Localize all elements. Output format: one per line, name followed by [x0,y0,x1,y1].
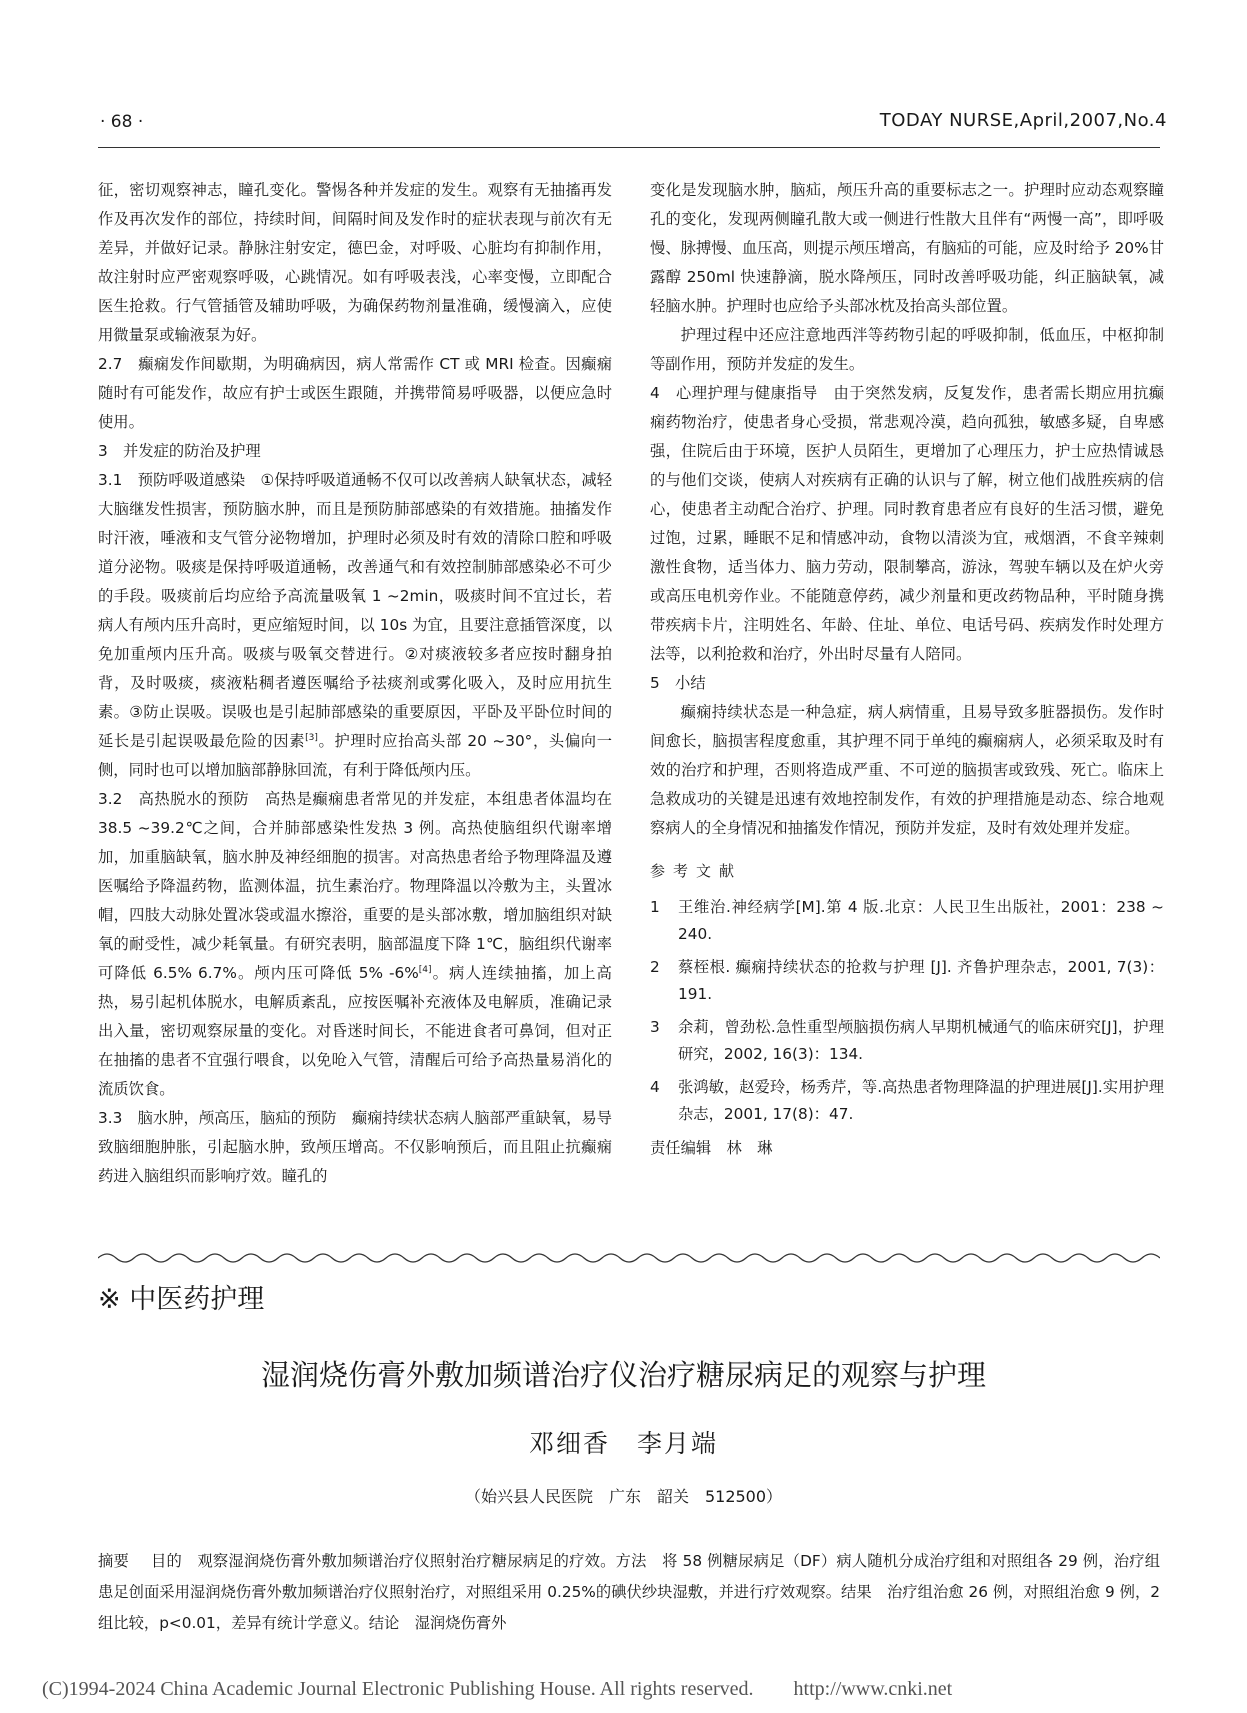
paragraph-4: 4 心理护理与健康指导 由于突然发病，反复发作，患者需长期应用抗癫痫药物治疗，使患者身心受损，常悲观冷漠，趋向孤独，敏感多疑，自卑感强，住院后由于环境，医护人员陌生，更增加了心理压力，护士应热情诚恳的与他们交谈，使病人对疾病有正确的认识与了解，树立他们战胜疾病的信心，使患者主动配合治疗、护理。同时教育患者应有良好的生活习惯，避免过饱，过累，睡眠不足和情感冲动，食物以清淡为宜，戒烟酒，不食辛辣刺激性食物，适当体力、脑力劳动，限制攀高，游泳，驾驶车辆以及在炉火旁或高压电机旁作业。不能随意停药，减少剂量和更改药物品种，平时随身携带疾病卡片，注明姓名、年龄、住址、单位、电话号码、疾病发作时处理方法等，以利抢救和治疗，外出时尽量有人陪同。 [650,384,1164,663]
reference-item [650,894,1164,948]
page-number: · 68 · [100,112,144,132]
reference-text: 王维治.神经病学[M].第 4 版.北京：人民卫生出版社，2001：238 ~ 240. [678,898,1164,943]
article-affiliation: （始兴县人民医院 广东 韶关 512500） [464,1487,783,1506]
paragraph: 征，密切观察神志，瞳孔变化。警惕各种并发症的发生。观察有无抽搐再发作及再次发作的部位，持续时间，间隔时间及发作时的症状表现与前次有无差异，并做好记录。静脉注射安定，德巴金，对呼吸、心脏均有抑制作用，故注射时应严密观察呼吸，心跳情况。如有呼吸表浅，心率变慢，立即配合医生抢救。行气管插管及辅助呼吸，为确保药物剂量准确，缓慢滴入，应使用微量泵或输液泵为好。 [98,181,612,344]
citation: [3] [305,732,318,743]
paragraph-text: 。护理时应抬高头部 20 ~30°，头偏向一侧，同时也可以增加脑部静脉回流，有利于降低颅内压。 [98,732,612,779]
reference-text: 张鸿敏，赵爱玲，杨秀芹，等.高热患者物理降温的护理进展[J].实用护理杂志，2001, 17(8)：47. [678,1078,1164,1123]
abstract [98,1546,1160,1639]
section-heading-5: 5 小结 [650,674,706,692]
article-authors: 邓细香 李月端 [528,1429,718,1458]
citation: [4] [418,964,432,975]
references-title: 参考文献 [650,862,743,880]
reference-list [650,894,1164,1128]
paragraph-2-7: 2.7 癫痫发作间歇期，为明确病因，病人常需作 CT 或 MRI 检查。因癫痫随时有可能发作，故应有护士或医生跟随，并携带简易呼吸器，以便应急时使用。 [98,355,612,431]
paragraph: 变化是发现脑水肿，脑疝，颅压升高的重要标志之一。护理时应动态观察瞳孔的变化，发现两侧瞳孔散大或一侧进行性散大且伴有“两慢一高”，即呼吸慢、脉搏慢、血压高，则提示颅压增高，有脑疝的可能，应及时给予 20%甘露醇 250ml 快速静滴，脱水降颅压，同时改善呼吸功能，纠正脑缺氧，减轻脑水肿。护理时也应给予头部冰枕及抬高头部位置。 [650,181,1164,315]
reference-text: 余莉，曾劲松.急性重型颅脑损伤病人早期机械通气的临床研究[J]，护理研究，2002, 16(3)：134. [678,1018,1164,1063]
wave-divider [98,1250,1160,1266]
reference-text: 蔡桎根. 癫痫持续状态的抢救与护理 [J]. 齐鲁护理杂志，2001, 7(3)：191. [678,958,1164,1003]
right-column [650,176,1164,1163]
reference-item [650,1014,1164,1068]
paragraph: 护理过程中还应注意地西泮等药物引起的呼吸抑制，低血压，中枢抑制等副作用，预防并发症的发生。 [650,326,1164,373]
reference-number: 3 [650,1018,660,1036]
paragraph-3-2 [98,785,612,1104]
paragraph-3-1 [98,466,612,785]
responsible-editor: 责任编辑 林 琳 [650,1139,773,1157]
paragraph-text: 3.2 高热脱水的预防 高热是癫痫患者常见的并发症，本组患者体温均在 38.5 ~39.2℃之间，合并肺部感染性发热 3 例。高热使脑组织代谢率增加，加重脑缺氧，脑水肿及神经细胞的损害。对高热患者给予物理降温及遵医嘱给予降温药物，监测体温，抗生素治疗。物理降温以冷敷为主，头置冰帽，四肢大动脉处置冰袋或温水擦浴，重要的是头部冰敷，增加脑组织对缺氧的耐受性，减少耗氧量。有研究表明，脑部温度下降 1℃，脑组织代谢率可降低 6.5% 6.7%。颅内压可降低 5% -6% [98,790,612,982]
header-rule [98,147,1160,148]
abstract-label: 摘要 [98,1552,129,1570]
reference-item [650,954,1164,1008]
journal-header: TODAY NURSE,April,2007,No.4 [879,110,1167,131]
reference-number: 1 [650,898,660,916]
reference-number: 4 [650,1078,660,1096]
paragraph-summary: 癫痫持续状态是一种急症，病人病情重，且易导致多脏器损伤。发作时间愈长，脑损害程度愈重，其护理不同于单纯的癫痫病人，必须采取及时有效的治疗和护理，否则将造成严重、不可逆的脑损害或致残、死亡。临床上急救成功的关键是迅速有效地控制发作，有效的护理措施是动态、综合地观察病人的全身情况和抽搐发作情况，预防并发症，及时有效处理并发症。 [650,703,1164,837]
reference-number: 2 [650,958,660,976]
paragraph-3-3: 3.3 脑水肿，颅高压，脑疝的预防 癫痫持续状态病人脑部严重缺氧，易导致脑细胞肿胀，引起脑水肿，致颅压增高。不仅影响预后，而且阻止抗癫痫药进入脑组织而影响疗效。瞳孔的 [98,1109,612,1185]
copyright-footer: (C)1994-2024 China Academic Journal Electronic Publishing House. All rights reserved. http://www.cnki.net [42,1678,953,1700]
abstract-text: 目的 观察湿润烧伤膏外敷加频谱治疗仪照射治疗糖尿病足的疗效。方法 将 58 例糖尿病足（DF）病人随机分成治疗组和对照组各 29 例，治疗组患足创面采用湿润烧伤膏外敷加频谱治疗仪照射治疗，对照组采用 0.25%的碘伏纱块湿敷，并进行疗效观察。结果 治疗组治愈 26 例，对照组治愈 9 例，2 组比较，p<0.01，差异有统计学意义。结论 湿润烧伤膏外 [98,1552,1160,1632]
reference-item [650,1074,1164,1128]
section-heading-3: 3 并发症的防治及护理 [98,442,261,460]
paragraph-text: 3.1 预防呼吸道感染 ①保持呼吸道通畅不仅可以改善病人缺氧状态，减轻大脑继发性损害，预防脑水肿，而且是预防肺部感染的有效措施。抽搐发作时汗液，唾液和支气管分泌物增加，护理时必须及时有效的清除口腔和呼吸道分泌物。吸痰是保持呼吸道通畅，改善通气和有效控制肺部感染必不可少的手段。吸痰前后均应给予高流量吸氧 1 ~2min，吸痰时间不宜过长，若病人有颅内压升高时，更应缩短时间，以 10s 为宜，且要注意插管深度，以免加重颅内压升高。吸痰与吸氧交替进行。②对痰液较多者应按时翻身拍背，及时吸痰，痰液粘稠者遵医嘱给予祛痰剂或雾化吸入，及时应用抗生素。③防止误吸。误吸也是引起肺部感染的重要原因，平卧及平卧位时间的延长是引起误吸最危险的因素 [98,471,612,750]
article-title: 湿润烧伤膏外敷加频谱治疗仪治疗糖尿病足的观察与护理 [260,1358,986,1392]
left-column [98,176,612,1191]
paragraph-text: 。病人连续抽搐，加上高热，易引起机体脱水，电解质紊乱，应按医嘱补充液体及电解质，准确记录出入量，密切观察尿量的变化。对昏迷时间长，不能进食者可鼻饲，但对正在抽搐的患者不宜强行喂食，以免呛入气管，清醒后可给予高热量易消化的流质饮食。 [98,964,612,1098]
section-label: ※ 中医药护理 [98,1284,265,1315]
